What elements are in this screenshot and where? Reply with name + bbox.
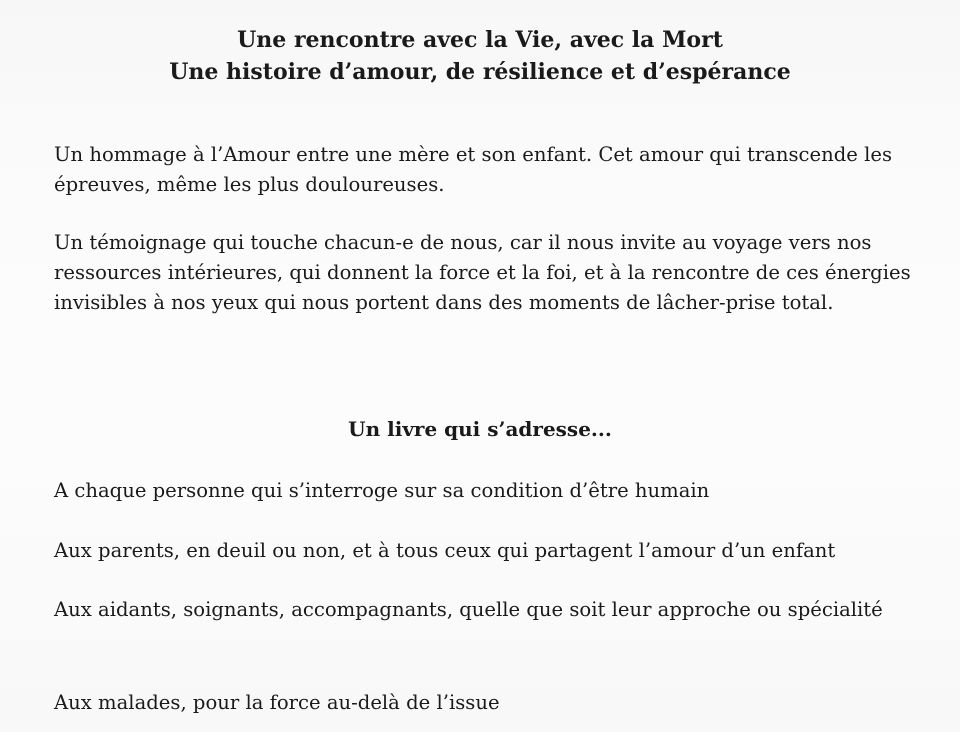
audience-item: A chaque personne qui s’interroge sur sa condition d’être humain — [54, 479, 710, 502]
audience-item: Aux aidants, soignants, accompagnants, quelle que soit leur approche ou spécialité — [54, 598, 883, 621]
intro-paragraph-1: Un hommage à l’Amour entre une mère et son enfant. Cet amour qui transcende les épreuves, même les plus douloureuses. — [54, 143, 893, 196]
audience-item: Aux malades, pour la force au-delà de l’issue — [54, 691, 500, 714]
intro-paragraph-2: Un témoignage qui touche chacun-e de nous, car il nous invite au voyage vers nos ressources intérieures, qui donnent la force et la foi, et à la rencontre de ces énergies invisibles à nos yeux qui nous portent dans des moments de lâcher-prise total. — [54, 231, 911, 314]
audience-heading: Un livre qui s’adresse... — [348, 417, 612, 441]
audience-item: Aux parents, en deuil ou non, et à tous ceux qui partagent l’amour d’un enfant — [54, 539, 836, 562]
title-line-1: Une rencontre avec la Vie, avec la Mort — [237, 27, 723, 53]
title-line-2: Une histoire d’amour, de résilience et d’espérance — [169, 59, 791, 85]
document-title — [0, 24, 960, 88]
